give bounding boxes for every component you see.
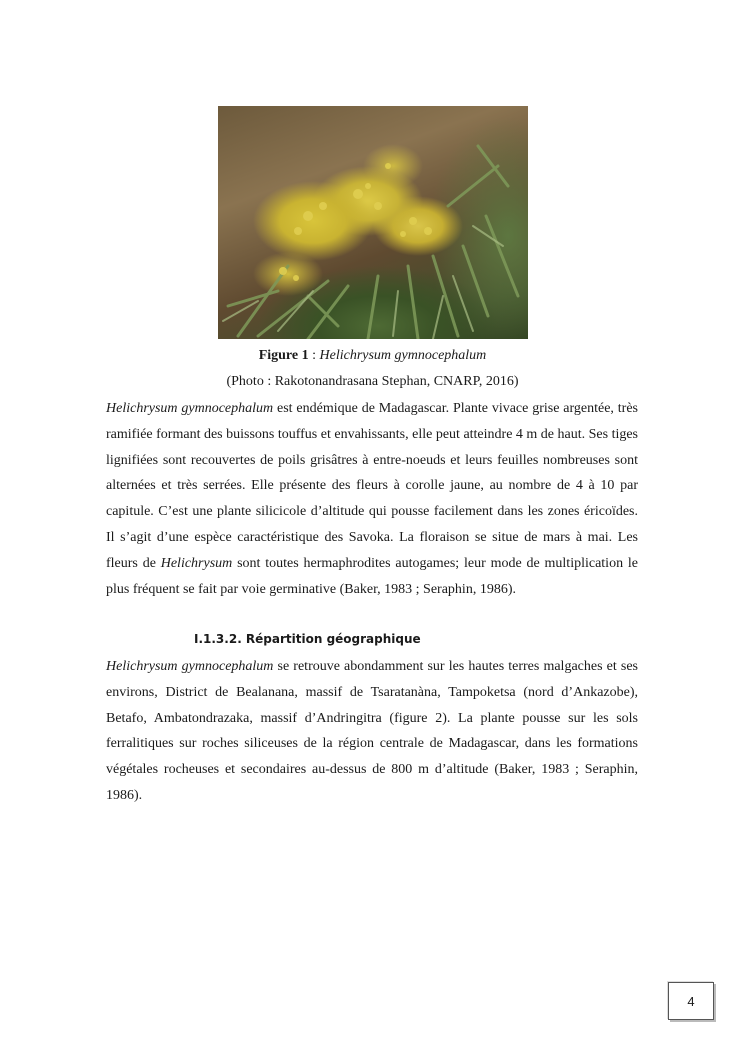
figure-credit: (Photo : Rakotonandrasana Stephan, CNARP, 2016) [226,374,519,389]
page-number: 4 [668,982,714,1020]
paragraph1-genus: Helichrysum [160,555,233,571]
paragraph-description [106,396,638,602]
figure-species: Helichrysum gymnocephalum [319,348,487,363]
paragraph2-species: Helichrysum gymnocephalum [106,659,274,674]
paragraph-distribution [106,654,638,809]
section-heading: I.1.3.2. Répartition géographique [194,632,421,646]
figure-photo-helichrysum [218,106,528,339]
paragraph1-text-a: est endémique de Madagascar. Plante vivace grise argentée, très ramifiée formant des buissons touffus et envahissants, elle peut atteindre 4 m de haut. Ses tiges lignifiées sont recouvertes de poils grisâtres à entre-noeuds et leurs feuilles nombreuses sont alternées et très serrées. Elle présente des fleurs à corolle jaune, au nombre de 4 à 10 par capitule. C’est une plante silicicole d’altitude qui pousse facilement dans les zones éricoïdes. Il s’agit d’une espèce caractéristique des Savoka. La floraison se situe de mars à mai. Les fleurs de [106,401,639,571]
paragraph1-species: Helichrysum gymnocephalum [106,401,274,416]
figure-caption [0,347,745,365]
plant-illustration [218,106,528,339]
figure-separator: : [308,348,320,363]
paragraph2-text: se retrouve abondamment sur les hautes terres malgaches et ses environs, District de Bealanana, massif de Tsaratanàna, Tampoketsa (nord d’Ankazobe), Betafo, Ambatondrazaka, massif d’Andringitra (figure 2). La plante pousse sur les sols ferralitiques sur roches siliceuses de la région centrale de Madagascar, dans les formations végétales rocheuses et secondaires au-dessus de 800 m d’altitude (Baker, 1983 ; Seraphin, 1986). [106,659,638,803]
figure-label: Figure 1 [258,348,309,363]
paragraph1-text-b: sont toutes hermaphrodites autogames; leur mode de multiplication le plus fréquent se fait par voie germinative (Baker, 1983 ; Seraphin, 1986). [106,555,638,597]
